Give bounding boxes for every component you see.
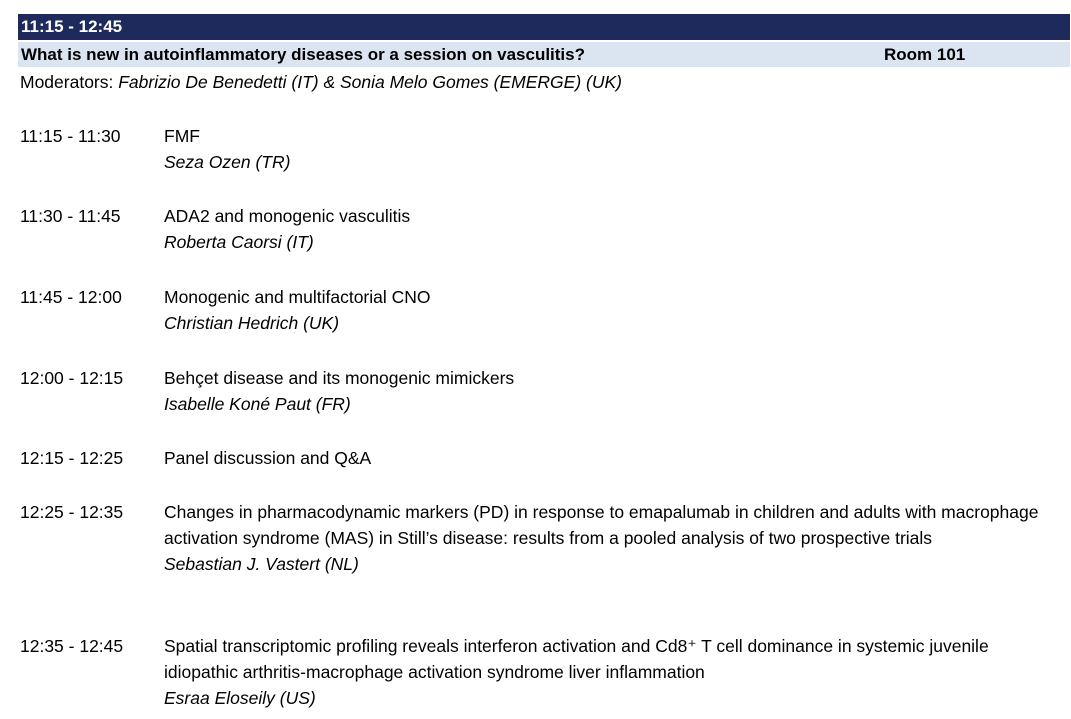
talk-time: 12:00 - 12:15: [20, 368, 124, 388]
talk-body: [164, 284, 1064, 336]
talk-body: [164, 203, 1064, 255]
talk-title: Spatial transcriptomic profiling reveals interferon activation and Cd8⁺ T cell dominance in systemic juvenile idiopathic arthritis-macrophage activation syndrome liver inflammation: [164, 636, 989, 682]
session-room: Room 101: [884, 45, 966, 64]
talk-body: [164, 499, 1064, 577]
talk-speaker: Christian Hedrich (UK): [164, 313, 340, 333]
talk-speaker: Esraa Eloseily (US): [164, 688, 316, 708]
moderators-names: Fabrizio De Benedetti (IT) & Sonia Melo Gomes (EMERGE) (UK): [118, 72, 622, 92]
talk-time: 11:15 - 11:30: [20, 126, 121, 146]
moderators-line: [20, 71, 622, 93]
talk-time: 12:25 - 12:35: [20, 502, 124, 522]
talk-speaker: Seza Ozen (TR): [164, 152, 291, 172]
talk-title: Changes in pharmacodynamic markers (PD) in response to emapalumab in children and adults with macrophage activation syndrome (MAS) in Still’s disease: results from a pooled analysis of two prospective trials: [164, 502, 1039, 548]
talk-speaker: Isabelle Koné Paut (FR): [164, 394, 351, 414]
talk-title: Behçet disease and its monogenic mimickers: [164, 368, 515, 388]
session-title: What is new in autoinflammatory diseases or a session on vasculitis?: [21, 45, 585, 64]
talk-time: 12:15 - 12:25: [20, 448, 124, 468]
session-time: 11:15 - 12:45: [21, 17, 123, 36]
session-title-row: [18, 42, 1070, 67]
talk-speaker: Sebastian J. Vastert (NL): [164, 554, 359, 574]
talk-title: Panel discussion and Q&A: [164, 448, 372, 468]
moderators-label: Moderators:: [20, 72, 119, 92]
talk-body: [164, 123, 1064, 175]
talk-title: ADA2 and monogenic vasculitis: [164, 206, 411, 226]
talk-title: FMF: [164, 126, 200, 146]
session-time-header: [18, 14, 1070, 40]
talk-speaker: Roberta Caorsi (IT): [164, 232, 314, 252]
talk-time: 12:35 - 12:45: [20, 636, 124, 656]
talk-body: [164, 365, 1064, 417]
talk-time: 11:45 - 12:00: [20, 287, 122, 307]
talk-body: [164, 633, 1064, 711]
talk-time: 11:30 - 11:45: [20, 206, 121, 226]
talk-title: Monogenic and multifactorial CNO: [164, 287, 431, 307]
talk-body: [164, 445, 1064, 471]
